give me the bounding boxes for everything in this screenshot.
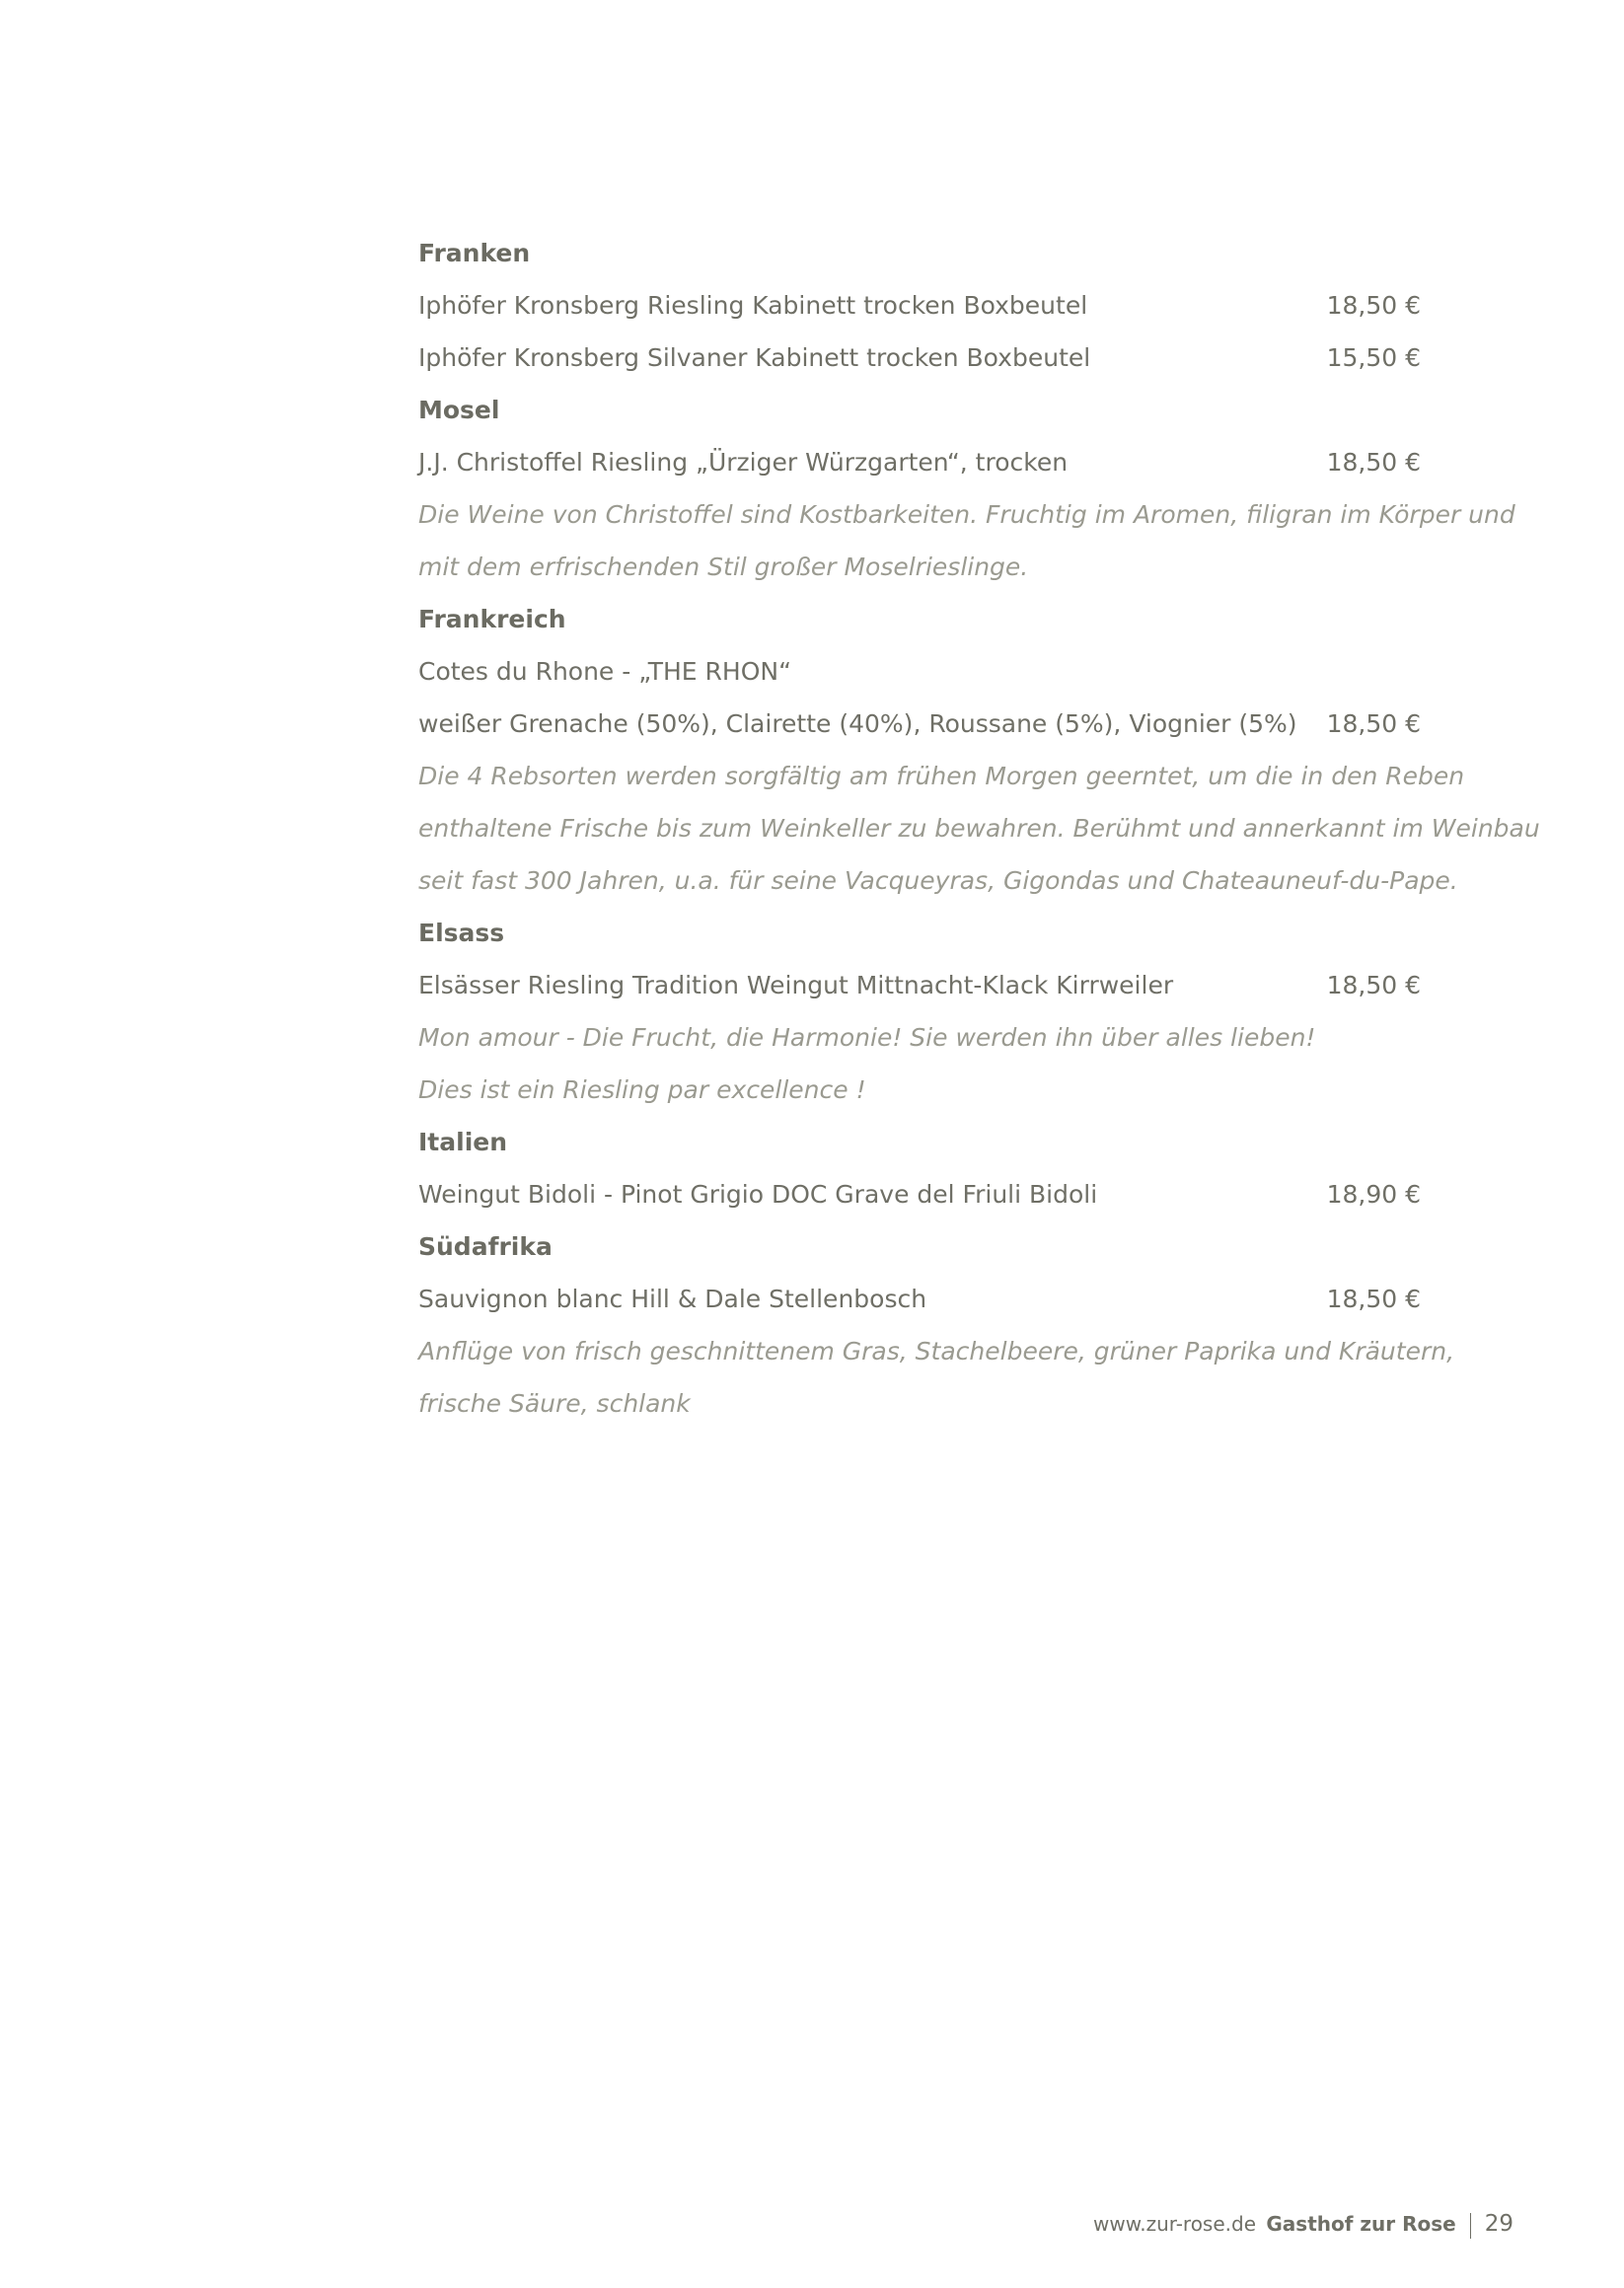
wine-note: Mon amour - Die Frucht, die Harmonie! Sie werden ihn über alles lieben! — [418, 1023, 1316, 1052]
wine-price: 18,50 € — [1326, 1285, 1421, 1313]
wine-price: 18,50 € — [1326, 971, 1421, 999]
wine-note: mit dem erfrischenden Stil großer Moselrieslinge. — [418, 553, 1029, 581]
brand-name: Gasthof zur Rose — [1266, 2212, 1456, 2236]
page-footer — [1093, 2209, 1513, 2239]
wine-row — [418, 1273, 1421, 1325]
wine-row — [418, 698, 1421, 750]
wine-note: enthaltene Frische bis zum Weinkeller zu bewahren. Berühmt und annerkannt im Weinbau — [418, 814, 1540, 843]
wine-price: 15,50 € — [1326, 343, 1421, 372]
website-link[interactable]: www.zur-rose.de — [1092, 2212, 1257, 2236]
wine-row — [418, 279, 1421, 332]
section-heading-italien: Italien — [418, 1128, 508, 1156]
wine-list — [418, 227, 1540, 1430]
section-heading-mosel: Mosel — [418, 396, 500, 424]
wine-row — [418, 1168, 1421, 1220]
wine-note: Die Weine von Christoffel sind Kostbarkeiten. Fruchtig im Aromen, filigran im Körper und — [418, 500, 1515, 529]
wine-row — [418, 332, 1421, 384]
wine-note: seit fast 300 Jahren, u.a. für seine Vacqueyras, Gigondas und Chateauneuf-du-Pape. — [418, 866, 1458, 895]
wine-note: Die 4 Rebsorten werden sorgfältig am frühen Morgen geerntet, um die in den Reben — [418, 762, 1465, 790]
wine-name: Iphöfer Kronsberg Silvaner Kabinett trocken Boxbeutel — [418, 343, 1091, 372]
wine-name: Iphöfer Kronsberg Riesling Kabinett trocken Boxbeutel — [418, 291, 1088, 320]
wine-price: 18,90 € — [1326, 1180, 1421, 1209]
wine-note: Anflüge von frisch geschnittenem Gras, Stachelbeere, grüner Paprika und Kräutern, — [418, 1337, 1455, 1365]
wine-title: Cotes du Rhone - „THE RHON“ — [418, 657, 792, 686]
footer-divider — [1470, 2213, 1471, 2239]
wine-name: J.J. Christoffel Riesling „Ürziger Würzgarten“, trocken — [418, 448, 1069, 477]
page-number: 29 — [1484, 2211, 1513, 2237]
wine-name: weißer Grenache (50%), Clairette (40%), Roussane (5%), Viognier (5%) — [418, 709, 1297, 738]
wine-row — [418, 436, 1421, 488]
wine-note: frische Säure, schlank — [418, 1389, 691, 1418]
section-heading-franken: Franken — [418, 239, 531, 267]
wine-note: Dies ist ein Riesling par excellence ! — [418, 1075, 866, 1104]
wine-price: 18,50 € — [1326, 291, 1421, 320]
section-heading-frankreich: Frankreich — [418, 605, 566, 633]
wine-row — [418, 959, 1421, 1011]
wine-name: Sauvignon blanc Hill & Dale Stellenbosch — [418, 1285, 927, 1313]
wine-name: Weingut Bidoli - Pinot Grigio DOC Grave del Friuli Bidoli — [418, 1180, 1098, 1209]
section-heading-elsass: Elsass — [418, 919, 505, 947]
wine-price: 18,50 € — [1326, 709, 1421, 738]
wine-name: Elsässer Riesling Tradition Weingut Mittnacht-Klack Kirrweiler — [418, 971, 1174, 999]
section-heading-suedafrika: Südafrika — [418, 1232, 553, 1261]
wine-price: 18,50 € — [1326, 448, 1421, 477]
